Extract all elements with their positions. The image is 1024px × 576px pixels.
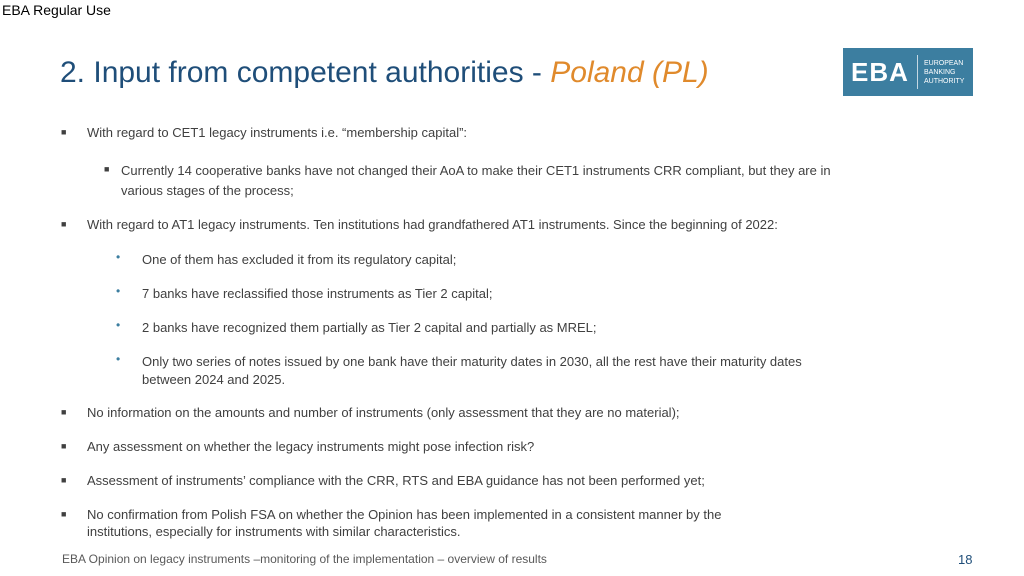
square-bullet-icon: ■ bbox=[61, 475, 67, 485]
logo-mark: EBA bbox=[851, 56, 909, 87]
logo-line-3: AUTHORITY bbox=[924, 77, 965, 85]
square-bullet-icon: ■ bbox=[104, 164, 110, 174]
logo-line-1: EUROPEAN bbox=[924, 59, 964, 67]
bullet-at1-excluded: One of them has excluded it from its regulatory capital; bbox=[142, 252, 457, 267]
bullet-cet1-detail: Currently 14 cooperative banks have not changed their AoA to make their CET1 instruments CRR compliant, but they are in various stages of the process; bbox=[121, 163, 831, 198]
square-bullet-icon: ■ bbox=[61, 127, 67, 137]
bullet-cet1-intro: With regard to CET1 legacy instruments i.e. “membership capital”: bbox=[87, 125, 468, 140]
round-bullet-icon: • bbox=[116, 250, 121, 264]
round-bullet-icon: • bbox=[116, 284, 121, 298]
eba-logo bbox=[843, 48, 973, 96]
bullet-fsa-confirmation: No confirmation from Polish FSA on whether the Opinion has been implemented in a consistent manner by the institutions, especially for instruments with similar characteristics. bbox=[87, 507, 722, 539]
logo-text bbox=[924, 59, 964, 86]
bullet-compliance-assessment: Assessment of instruments’ compliance with the CRR, RTS and EBA guidance has not been performed yet; bbox=[87, 473, 705, 488]
round-bullet-icon: • bbox=[116, 352, 121, 366]
title-country: Poland (PL) bbox=[550, 56, 709, 89]
bullet-at1-maturity: Only two series of notes issued by one bank have their maturity dates in 2030, all the rest have their maturity dates between 2024 and 2025. bbox=[142, 354, 802, 387]
round-bullet-icon: • bbox=[116, 318, 121, 332]
bullet-at1-tier2: 7 banks have reclassified those instruments as Tier 2 capital; bbox=[142, 286, 493, 301]
bullet-infection-risk: Any assessment on whether the legacy instruments might pose infection risk? bbox=[87, 439, 535, 454]
logo-line-2: BANKING bbox=[924, 68, 956, 76]
square-bullet-icon: ■ bbox=[61, 219, 67, 229]
footer-text: EBA Opinion on legacy instruments –monitoring of the implementation – overview of results bbox=[62, 552, 547, 566]
bullet-no-information: No information on the amounts and number of instruments (only assessment that they are no material); bbox=[87, 405, 680, 420]
bullet-at1-mrel: 2 banks have recognized them partially as Tier 2 capital and partially as MREL; bbox=[142, 320, 597, 335]
square-bullet-icon: ■ bbox=[61, 407, 67, 417]
square-bullet-icon: ■ bbox=[61, 441, 67, 451]
page-number: 18 bbox=[958, 552, 973, 567]
title-main: 2. Input from competent authorities - bbox=[60, 56, 551, 89]
classification-label: EBA Regular Use bbox=[2, 2, 111, 18]
logo-divider bbox=[917, 55, 918, 89]
bullet-at1-intro: With regard to AT1 legacy instruments. Ten institutions had grandfathered AT1 instruments. Since the beginning of 2022: bbox=[87, 217, 778, 232]
page-title bbox=[60, 56, 709, 90]
square-bullet-icon: ■ bbox=[61, 509, 67, 519]
